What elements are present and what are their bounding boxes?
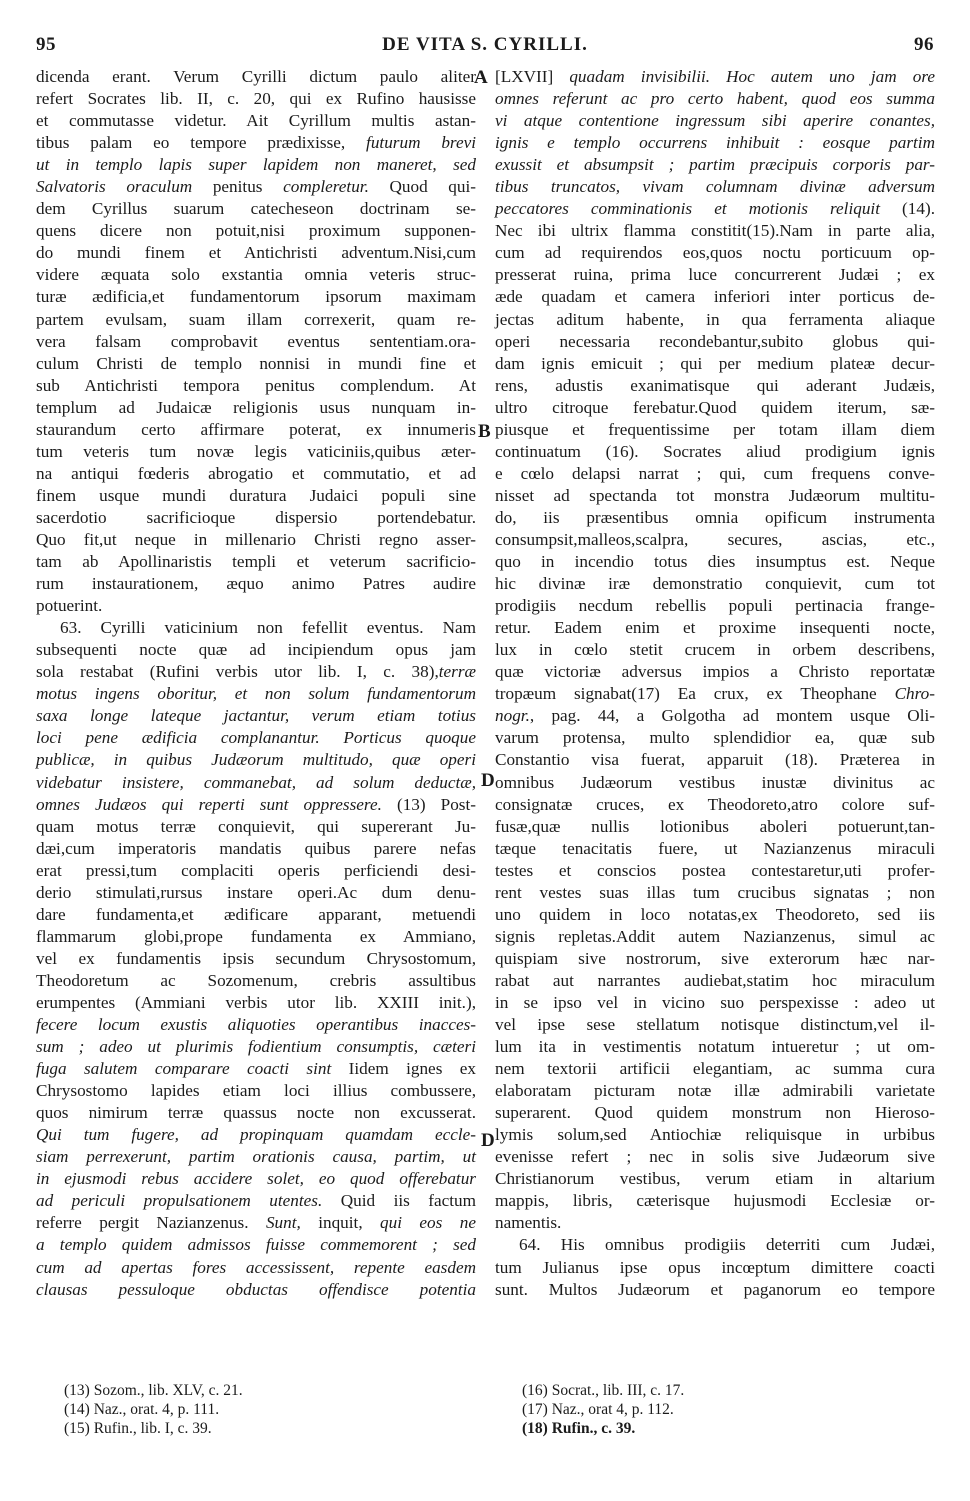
italic-run: Qui tum fugere, ad propinquam quamdam eccle-	[36, 1125, 476, 1145]
text-run: tum Julianus ipse opus incœptum dimittere coacti	[495, 1257, 935, 1277]
text-run: operi necessaria recondebantur,subito globus qui-	[495, 331, 935, 351]
text-line	[495, 353, 935, 375]
text-line	[36, 1190, 476, 1212]
text-line	[495, 88, 935, 110]
italic-run: ignis e templo occurrens inhibuit : eosque partim	[495, 133, 935, 153]
text-line	[495, 1036, 935, 1058]
text-run: jectas aditum habente, in qua ferramenta aliaque	[495, 309, 935, 329]
margin-letter-d: D	[481, 770, 495, 791]
italic-run: nogr.	[495, 706, 530, 726]
text-run: dicenda erant. Verum Cyrilli dictum paulo aliter	[36, 67, 476, 86]
text-line	[36, 727, 476, 749]
text-line	[495, 749, 935, 771]
text-run: tum veteris tum novæ legis vaticiniis,quibus æter-	[36, 441, 476, 461]
text-line	[36, 375, 476, 397]
text-run: continuatum (16). Socrates aliud prodigium ignis	[495, 441, 935, 461]
italic-run: futurum brevi	[366, 133, 477, 153]
text-line	[36, 661, 476, 683]
text-line	[36, 1279, 476, 1301]
text-line	[36, 309, 476, 331]
text-run: æde quadam et camera inferiori inter porticus de-	[495, 287, 935, 307]
text-line	[36, 198, 476, 220]
text-line	[36, 683, 476, 705]
text-line	[36, 110, 476, 132]
text-run: rabat aut narrantes audiebat,statim hoc miraculum	[495, 970, 935, 990]
text-line	[36, 463, 476, 485]
text-run: tropæum signabat(17) Ea crux, ex Theophane	[495, 684, 895, 704]
running-title: DE VITA S. CYRILLI.	[382, 34, 588, 55]
text-run: sub Antichristi tempora penitus complendum. At	[36, 375, 476, 395]
text-line	[495, 904, 935, 926]
text-line	[36, 1146, 476, 1168]
margin-letter-a: A	[474, 67, 488, 88]
text-line	[495, 198, 935, 220]
text-line	[36, 88, 476, 110]
text-run: vel ipse sese stellatum notisque distinctum,vel il-	[495, 1015, 935, 1035]
text-run: quæ victoriæ adversus impios a Christo reportatæ	[495, 662, 935, 682]
footnote: (18) Rufin., c. 39.	[522, 1420, 636, 1437]
text-line	[36, 331, 476, 353]
text-line	[495, 242, 935, 264]
text-run: quens dicere non potuit,nisi proximum supponen-	[36, 221, 476, 241]
text-line	[36, 1257, 476, 1279]
text-run: potuerint.	[36, 596, 103, 616]
text-line	[36, 595, 476, 617]
text-line	[495, 110, 935, 132]
text-run: (13) Post-	[381, 794, 476, 814]
text-run: videre æquata solo exstantia omnia veteris struc-	[36, 265, 476, 285]
text-line	[495, 772, 935, 794]
text-run: [LXVII]	[495, 67, 570, 86]
text-run: Iidem ignes ex	[331, 1059, 476, 1079]
italic-run: qui eos ne	[380, 1213, 476, 1233]
page-header	[36, 34, 934, 58]
text-line	[36, 816, 476, 838]
text-line	[495, 485, 935, 507]
text-line	[36, 551, 476, 573]
italic-run: a templo quidem admissos fuisse commemorent ; sed	[36, 1235, 476, 1255]
text-line	[36, 353, 476, 375]
text-line	[36, 639, 476, 661]
text-run: prodigiis necdum rebellis populi pertinacia frange-	[495, 596, 935, 616]
text-run: Constantio visa fuerat, apparuit (18). Præterea in	[495, 750, 935, 770]
text-run: Quid iis factum	[322, 1191, 476, 1211]
text-line	[36, 529, 476, 551]
text-line	[495, 441, 935, 463]
text-line	[495, 397, 935, 419]
text-line	[495, 1102, 935, 1124]
text-line	[36, 220, 476, 242]
italic-run: omnes referunt ac pro certo habent, quod eos summa	[495, 89, 935, 109]
text-line	[36, 948, 476, 970]
text-line	[36, 286, 476, 308]
text-run: varum protensa, multo splendidior ea, quæ sub	[495, 728, 935, 748]
text-line	[36, 794, 476, 816]
italic-run: tibus truncatos, vivam columnam divinæ adversum	[495, 177, 935, 197]
text-run: Quod qui-	[368, 177, 476, 197]
footnote: (15) Rufin., lib. I, c. 39.	[64, 1420, 212, 1437]
text-line	[495, 617, 935, 639]
footnote: (17) Naz., orat 4, p. 112.	[522, 1401, 674, 1418]
text-run: (14).	[879, 199, 935, 219]
text-line	[495, 727, 935, 749]
text-run: Christianorum vestibus, verum etiam in altarium	[495, 1169, 935, 1189]
text-run: Quo fit,ut neque in millenario Christi regno asser-	[36, 529, 476, 549]
text-line	[36, 419, 476, 441]
text-run: hic divinæ iræ demonstratio conquievit, cum tot	[495, 574, 935, 594]
left-column	[36, 66, 476, 1301]
text-line	[495, 66, 935, 88]
page-number-right: 96	[914, 34, 934, 55]
text-run: templum ad Judaicæ religionis usus nunquam in-	[36, 397, 476, 417]
text-line	[495, 838, 935, 860]
right-column	[495, 66, 935, 1301]
text-run: Chrysostomo lapides etiam loci illius combussere,	[36, 1081, 476, 1101]
text-line	[495, 551, 935, 573]
text-line	[495, 220, 935, 242]
text-run: sunt. Multos Judæorum et paganorum eo tempore	[495, 1279, 935, 1299]
text-run: cum ad requirendos eos,quos noctu porticuum op-	[495, 243, 935, 263]
text-run: subsequenti nocte quæ ad incipiendum opus jam	[36, 640, 476, 660]
footnote: (14) Naz., orat. 4, p. 111.	[64, 1401, 220, 1418]
text-run: quos nimirum terræ quassus nocte non excusserat.	[36, 1103, 476, 1123]
text-run: signis repletas.Addit autem Nazianzenus, simul ac	[495, 926, 935, 946]
italic-run: Salvatoris oraculum	[36, 177, 193, 197]
text-run: flammarum globi,prope fundamenta ex Ammiano,	[36, 926, 476, 946]
text-run: elaboratam picturam notæ illæ admirabili varietate	[495, 1081, 935, 1101]
text-run: dem Cyrillus suarum catecheseon doctrinam se-	[36, 199, 476, 219]
text-line	[495, 529, 935, 551]
text-line	[36, 970, 476, 992]
footnote: (13) Sozom., lib. XLV, c. 21.	[64, 1382, 243, 1399]
text-run: rent vestes suas illas tum crucibus signatas ; non	[495, 882, 935, 902]
text-line	[36, 749, 476, 771]
text-line	[495, 948, 935, 970]
text-run: quam motus terræ conquievit, qui supererant Ju-	[36, 816, 476, 836]
text-line	[36, 992, 476, 1014]
text-run: do, iis præsentibus omnia opificum instrumenta	[495, 507, 935, 527]
text-line	[36, 926, 476, 948]
text-run: lymis solum,sed Antiochiæ reliquisque in urbibus	[495, 1125, 935, 1145]
text-run: tæque tenacitatis fuere, ut Nazianzenus miraculi	[495, 838, 935, 858]
text-run: tam ab Apollinaristis templi et veterum sacrificio-	[36, 552, 476, 572]
text-line	[36, 617, 476, 639]
text-line	[36, 1014, 476, 1036]
text-line	[495, 309, 935, 331]
text-line	[495, 132, 935, 154]
text-run: quispiam sive nostrorum, sive exterorum hæc nar-	[495, 948, 935, 968]
text-run: retur. Eadem enim et proxime insequenti nocte,	[495, 618, 935, 638]
text-line	[495, 264, 935, 286]
text-line	[36, 1036, 476, 1058]
text-run: evenisse refert ; nec in solis sive Judæorum sive	[495, 1147, 935, 1167]
text-run: erumpentes (Ammiani verbis utor lib. XXIII init.),	[36, 992, 476, 1012]
text-run: sola restabat (Rufini verbis utor lib. I, c. 38),	[36, 662, 439, 682]
italic-run: compleretur.	[283, 177, 369, 197]
text-line	[36, 154, 476, 176]
text-run: e cœlo delapsi narrat ; qui, cum frequens conve-	[495, 463, 935, 483]
page-number-left: 95	[36, 34, 56, 55]
text-line	[495, 816, 935, 838]
text-run: tibus palam eo tempore prædixisse,	[36, 133, 367, 153]
text-line	[495, 860, 935, 882]
italic-run: motus ingens oboritur, et non solum fundamentorum	[36, 684, 476, 704]
text-run: partem evulsam, suam illam correxerit, quam re-	[36, 309, 476, 329]
text-line	[36, 1124, 476, 1146]
text-line	[36, 1058, 476, 1080]
italic-run: loci pene ædificia complanantur. Porticus quoque	[36, 728, 476, 748]
italic-run: vi atque contentione ingressum sibi aperire conantes,	[495, 111, 935, 131]
text-line	[495, 1146, 935, 1168]
italic-run: Sunt,	[265, 1213, 301, 1233]
italic-run: in ejusmodi rebus accidere solet, eo quod offerebatur	[36, 1169, 476, 1189]
text-line	[36, 66, 476, 88]
text-line	[36, 507, 476, 529]
text-line	[36, 242, 476, 264]
text-run: mappis, libris, cæterisque hujusmodi Ecclesiæ or-	[495, 1191, 935, 1211]
text-line	[36, 1168, 476, 1190]
text-line	[495, 595, 935, 617]
text-line	[36, 904, 476, 926]
text-run: nisset ad spectanda tot monstra Judæorum multitu-	[495, 485, 935, 505]
footnotes-left	[64, 1381, 243, 1438]
text-line	[36, 838, 476, 860]
text-run: , pag. 44, a Golgotha ad montem usque Oli-	[529, 706, 935, 726]
text-line	[36, 1212, 476, 1234]
text-line	[495, 419, 935, 441]
text-run: ultro citroque ferebatur.Quod quidem iterum, sæ-	[495, 397, 935, 417]
text-run: sacerdotio sacrificioque dispersio portendebatur.	[36, 507, 476, 527]
text-line	[36, 1234, 476, 1256]
text-line	[495, 992, 935, 1014]
text-run: 63. Cyrilli vaticinium non fefellit eventus. Nam	[60, 618, 476, 638]
text-run: rum instaurationem, æquo animo Patres audire	[36, 574, 476, 594]
italic-run: quadam invisibilii. Hoc autem uno jam ore	[569, 67, 936, 86]
margin-letter-b: B	[478, 421, 491, 442]
text-line	[495, 1080, 935, 1102]
text-line	[495, 507, 935, 529]
footnotes-right	[522, 1381, 684, 1438]
text-run: inquit,	[300, 1213, 381, 1233]
text-line	[36, 441, 476, 463]
italic-run: ad periculi propulsationem utentes.	[36, 1191, 323, 1211]
text-line	[495, 463, 935, 485]
text-run: consignatæ cruces, ex Theodoreto,atro colore suf-	[495, 794, 935, 814]
text-line	[495, 1279, 935, 1301]
italic-run: saxa longe lateque jactantur, verum etiam totius	[36, 706, 476, 726]
italic-run: clausas pessuloque obductas offendisce potentia	[36, 1279, 476, 1299]
text-line	[36, 1080, 476, 1102]
text-run: rens, adustis exanimatisque qui aderant Judæis,	[495, 375, 935, 395]
text-run: Theodoretum ac Sozomenum, crebris assultibus	[36, 970, 476, 990]
text-line	[495, 705, 935, 727]
text-line	[495, 1212, 935, 1234]
text-line	[495, 1168, 935, 1190]
text-line	[495, 661, 935, 683]
text-line	[36, 705, 476, 727]
text-run: nem textorii artificii elegantiam, ac summa cura	[495, 1059, 935, 1079]
text-line	[36, 772, 476, 794]
text-run: culum Christi de templo nonnisi in mundi fine et	[36, 353, 476, 373]
text-line	[495, 154, 935, 176]
italic-run: peccatores comminationis et motionis reliquit	[495, 199, 880, 219]
text-run: namentis.	[495, 1213, 562, 1233]
text-run: vel ex fundamentis ipsis secundum Chrysostomum,	[36, 948, 476, 968]
text-line	[36, 485, 476, 507]
italic-run: fuga salutem comparare coacti sint	[36, 1059, 332, 1079]
text-run: na antiqui fœderis abrogatio et commutatio, et ad	[36, 463, 476, 483]
text-line	[36, 1102, 476, 1124]
text-run: in se ipso vel in vicino suo perspexisse : adeo ut	[495, 992, 935, 1012]
italic-run: exussit et absumpsit ; partim præcipuis corporis par-	[495, 155, 935, 175]
text-run: et commutasse videtur. Ait Cyrillum multis astan-	[36, 111, 476, 131]
text-line	[495, 970, 935, 992]
text-run: testes et conscios postea contestaretur,uti profer-	[495, 860, 935, 880]
text-line	[36, 264, 476, 286]
text-line	[495, 573, 935, 595]
text-run: staurandum certo affirmare poterat, ex innumeris	[36, 419, 476, 439]
text-run: do mundi finem et Antichristi adventum.Nisi,cum	[36, 243, 476, 263]
text-line	[36, 882, 476, 904]
text-line	[495, 1234, 935, 1256]
text-line	[36, 132, 476, 154]
text-run: vera falsam comprobavit eventus sententiam.ora-	[36, 331, 476, 351]
text-run: 64. His omnibus prodigiis deterriti cum Judæi,	[519, 1235, 935, 1255]
text-line	[36, 397, 476, 419]
italic-run: Chro-	[894, 684, 935, 704]
text-run: consumpsit,malleos,scalpra, secures, ascias, etc.,	[495, 529, 935, 549]
italic-run: fecere locum exustis aliquoties operantibus inacces-	[36, 1015, 476, 1035]
italic-run: publicæ, in quibus Judæorum multitudo, quæ operi	[36, 750, 476, 770]
text-line	[36, 176, 476, 198]
text-line	[495, 375, 935, 397]
text-run: referre pergit Nazianzenus.	[36, 1213, 266, 1233]
text-line	[495, 882, 935, 904]
text-run: omnibus Judæorum vestibus inustæ divinitus ac	[495, 772, 935, 792]
text-run: lux in cœlo stetit crucem in orbem describens,	[495, 640, 935, 660]
text-line	[36, 860, 476, 882]
text-line	[495, 926, 935, 948]
text-line	[36, 573, 476, 595]
text-line	[495, 1014, 935, 1036]
text-run: presserat ruina, prima luce concurrerent Judæi ; ex	[495, 265, 935, 285]
text-run: penitus	[192, 177, 284, 197]
text-run: superarent. Quod quidem monstrum non Hieroso-	[495, 1103, 935, 1123]
text-run: dare fundamenta,et ædificare apparant, metuendi	[36, 904, 476, 924]
italic-run: terræ	[438, 662, 476, 682]
text-run: turæ ædificia,et fundamentorum ipsorum maximam	[36, 287, 476, 307]
text-line	[495, 683, 935, 705]
text-line	[495, 1058, 935, 1080]
text-line	[495, 1257, 935, 1279]
text-line	[495, 286, 935, 308]
italic-run: videbatur insistere, commanebat, ad solum deductæ,	[36, 772, 476, 792]
italic-run: ut in templo lapis super lapidem non maneret, sed	[36, 155, 476, 175]
text-line	[495, 1124, 935, 1146]
margin-letter-d: D	[481, 1130, 495, 1151]
text-run: quo in incendio totus dies insumptus est. Neque	[495, 552, 935, 572]
text-run: piusque et frequentissime per totam illam diem	[495, 419, 935, 439]
italic-run: cum ad apertas fores accessissent, repente easdem	[36, 1257, 476, 1277]
text-run: Nec ibi ultrix flamma constitit(15).Nam in parte alia,	[495, 221, 935, 241]
text-run: finem usque mundi duratura Judaici populi sine	[36, 485, 476, 505]
text-run: refert Socrates lib. II, c. 20, qui ex Rufino hausisse	[36, 89, 476, 109]
text-run: dam ignis emicuit ; qui per medium plateæ decur-	[495, 353, 935, 373]
text-run: lum ita in vestimentis notatum intueretur ; ut om-	[495, 1037, 935, 1057]
italic-run: omnes Judæos qui reperti sunt oppressere.	[36, 794, 382, 814]
footnote: (16) Socrat., lib. III, c. 17.	[522, 1382, 685, 1399]
text-line	[495, 1190, 935, 1212]
text-line	[495, 639, 935, 661]
text-run: dæi,cum imperatoris mandatis quibus parere nefas	[36, 838, 476, 858]
text-run: fusæ,quæ nullis lotionibus aboleri potuerunt,tan-	[495, 816, 935, 836]
italic-run: siam perrexerunt, partim orationis causa, partim, ut	[36, 1147, 476, 1167]
text-run: derio stimulati,rursus instare operi.Ac dum denu-	[36, 882, 476, 902]
text-line	[495, 794, 935, 816]
text-line	[495, 331, 935, 353]
text-line	[495, 176, 935, 198]
italic-run: sum ; adeo ut plurimis fodientium consumptis, cæteri	[36, 1037, 476, 1057]
text-run: uno quidem in loco notatas,ex Theodoreto, sed iis	[495, 904, 935, 924]
text-run: erat pressi,tum complaciti operis perficiendi desi-	[36, 860, 476, 880]
